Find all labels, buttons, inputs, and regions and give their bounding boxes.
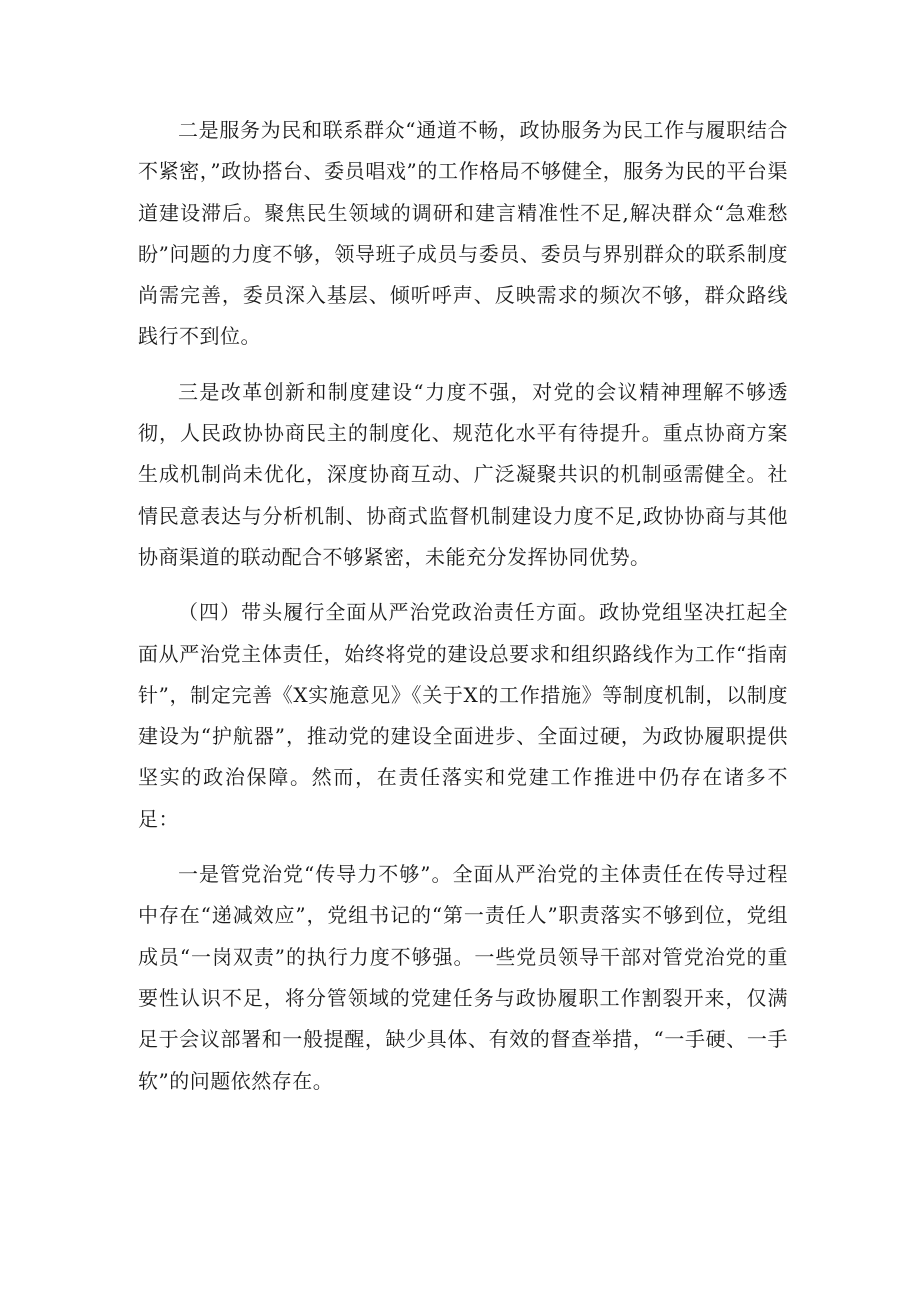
document-body	[138, 110, 788, 1116]
paragraph-service-channels: 二是服务为民和联系群众“通道不畅，政协服务为民工作与履职结合不紧密，”政协搭台、委员唱戏”的工作格局不够健全，服务为民的平台渠道建设滞后。聚焦民生领域的调研和建言精准性不足,解决群众“急难愁盼”问题的力度不够，领导班子成员与委员、委员与界别群众的联系制度尚需完善，委员深入基层、倾听呼声、反映需求的频次不够，群众路线践行不到位。	[138, 118, 788, 349]
paragraph-governance-transmission: 一是管党治党“传导力不够”。全面从严治党的主体责任在传导过程中存在“递减效应”，党组书记的“第一责任人”职责落实不够到位，党组成员“一岗双责”的执行力度不够强。一些党员领导干部对管党治党的重要性认识不足，将分管领域的党建任务与政协履职工作割裂开来，仅满足于会议部署和一般提醒，缺少具体、有效的督查举措，“一手硬、一手软”的问题依然存在。	[138, 862, 788, 1093]
paragraph-reform-innovation: 三是改革创新和制度建设“力度不强，对党的会议精神理解不够透彻，人民政协协商民主的制度化、规范化水平有待提升。重点协商方案生成机制尚未优化，深度协商互动、广泛凝聚共识的机制亟需健全。社情民意表达与分析机制、协商式监督机制建设力度不足,政协协商与其他协商渠道的联动配合不够紧密，未能充分发挥协同优势。	[138, 379, 788, 569]
paragraph-party-responsibility: （四）带头履行全面从严治党政治责任方面。政协党组坚决扛起全面从严治党主体责任，始终将党的建设总要求和组织路线作为工作“指南针”，制定完善《X实施意见》《关于X的工作措施》等制度机制，以制度建设为“护航器”，推动党的建设全面进步、全面过硬，为政协履职提供坚实的政治保障。然而，在责任落实和党建工作推进中仍存在诸多不足：	[138, 600, 788, 831]
